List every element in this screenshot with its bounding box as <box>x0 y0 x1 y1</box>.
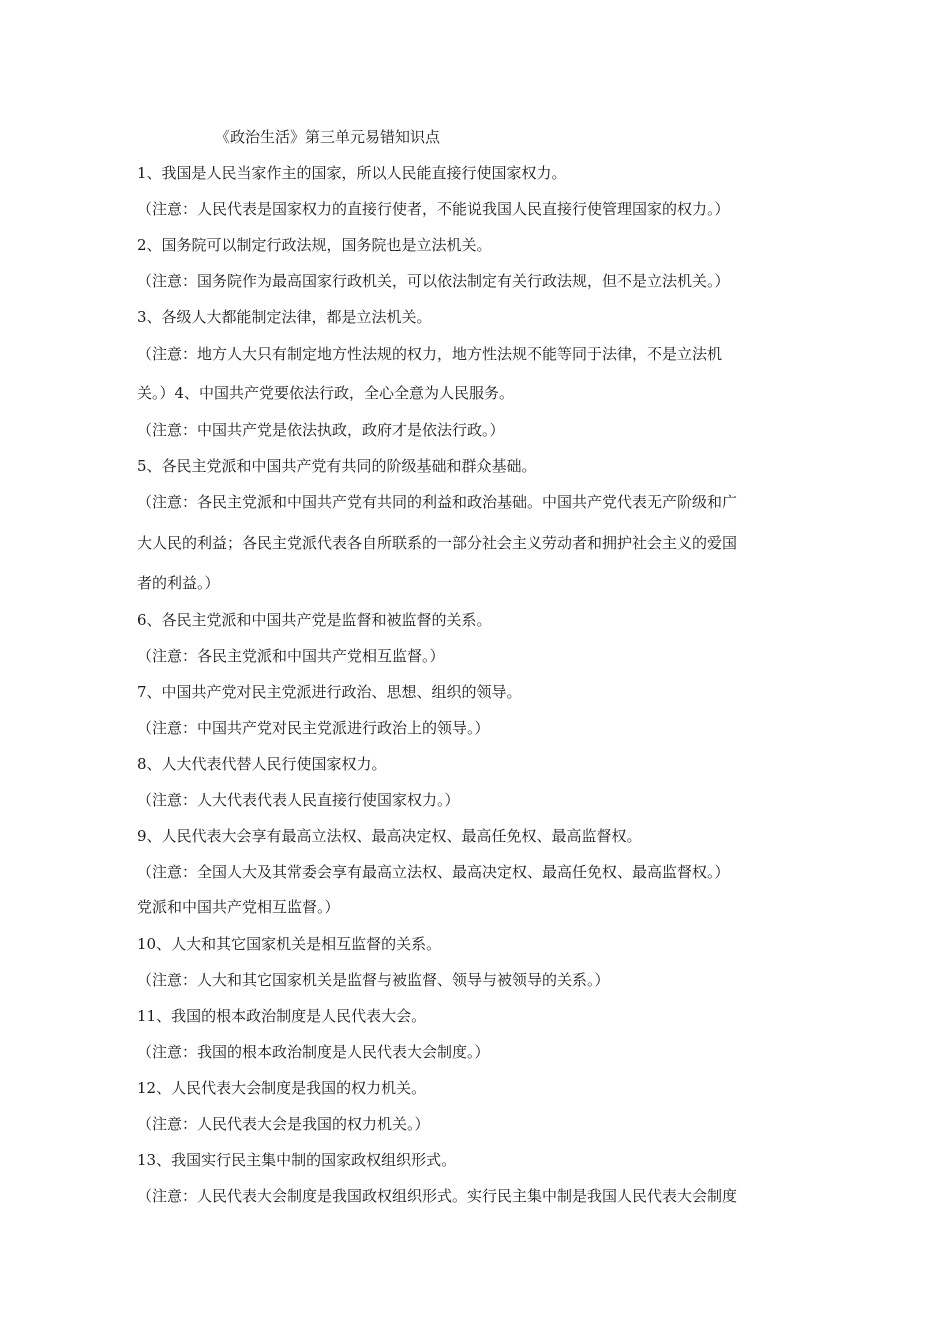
text-line: （注意：人大代表代表人民直接行使国家权力。） <box>137 791 460 809</box>
text-line: （注意：中国共产党是依法执政，政府才是依法行政。） <box>137 421 505 439</box>
text-line: 关。）4、中国共产党要依法行政，全心全意为人民服务。 <box>137 384 515 402</box>
text-line: （注意：人大和其它国家机关是监督与被监督、领导与被领导的关系。） <box>137 971 610 989</box>
text-line: 2、国务院可以制定行政法规，国务院也是立法机关。 <box>137 236 492 254</box>
text-line: （注意：全国人大及其常委会享有最高立法权、最高决定权、最高任免权、最高监督权。） <box>137 863 730 881</box>
text-line: 5、各民主党派和中国共产党有共同的阶级基础和群众基础。 <box>137 457 537 475</box>
text-line: 8、人大代表代替人民行使国家权力。 <box>137 755 387 773</box>
text-line: （注意：人民代表是国家权力的直接行使者，不能说我国人民直接行使管理国家的权力。） <box>137 200 730 218</box>
text-line: （注意：人民代表大会制度是我国政权组织形式。实行民主集中制是我国人民代表大会制度 <box>137 1187 738 1205</box>
text-line: 党派和中国共产党相互监督。） <box>137 898 340 916</box>
text-line: 12、人民代表大会制度是我国的权力机关。 <box>137 1079 427 1097</box>
text-line: 1、我国是人民当家作主的国家，所以人民能直接行使国家权力。 <box>137 164 567 182</box>
text-line: 7、中国共产党对民主党派进行政治、思想、组织的领导。 <box>137 683 522 701</box>
text-line: 9、人民代表大会享有最高立法权、最高决定权、最高任免权、最高监督权。 <box>137 827 642 845</box>
text-line: 13、我国实行民主集中制的国家政权组织形式。 <box>137 1151 457 1169</box>
text-line: （注意：地方人大只有制定地方性法规的权力，地方性法规不能等同于法律，不是立法机 <box>137 345 723 363</box>
text-line: （注意：我国的根本政治制度是人民代表大会制度。） <box>137 1043 490 1061</box>
document-title: 《政治生活》第三单元易错知识点 <box>215 128 441 146</box>
text-line: （注意：人民代表大会是我国的权力机关。） <box>137 1115 430 1133</box>
text-line: （注意：国务院作为最高国家行政机关，可以依法制定有关行政法规，但不是立法机关。） <box>137 272 730 290</box>
text-line: （注意：各民主党派和中国共产党有共同的利益和政治基础。中国共产党代表无产阶级和广 <box>137 493 738 511</box>
text-line: 3、各级人大都能制定法律，都是立法机关。 <box>137 308 432 326</box>
text-line: 6、各民主党派和中国共产党是监督和被监督的关系。 <box>137 611 492 629</box>
text-line: （注意：各民主党派和中国共产党相互监督。） <box>137 647 445 665</box>
text-line: 大人民的利益；各民主党派代表各自所联系的一部分社会主义劳动者和拥护社会主义的爱国 <box>137 534 738 552</box>
text-line: 10、人大和其它国家机关是相互监督的关系。 <box>137 935 442 953</box>
text-line: （注意：中国共产党对民主党派进行政治上的领导。） <box>137 719 490 737</box>
text-line: 者的利益。） <box>137 574 220 592</box>
text-line: 11、我国的根本政治制度是人民代表大会。 <box>137 1007 427 1025</box>
